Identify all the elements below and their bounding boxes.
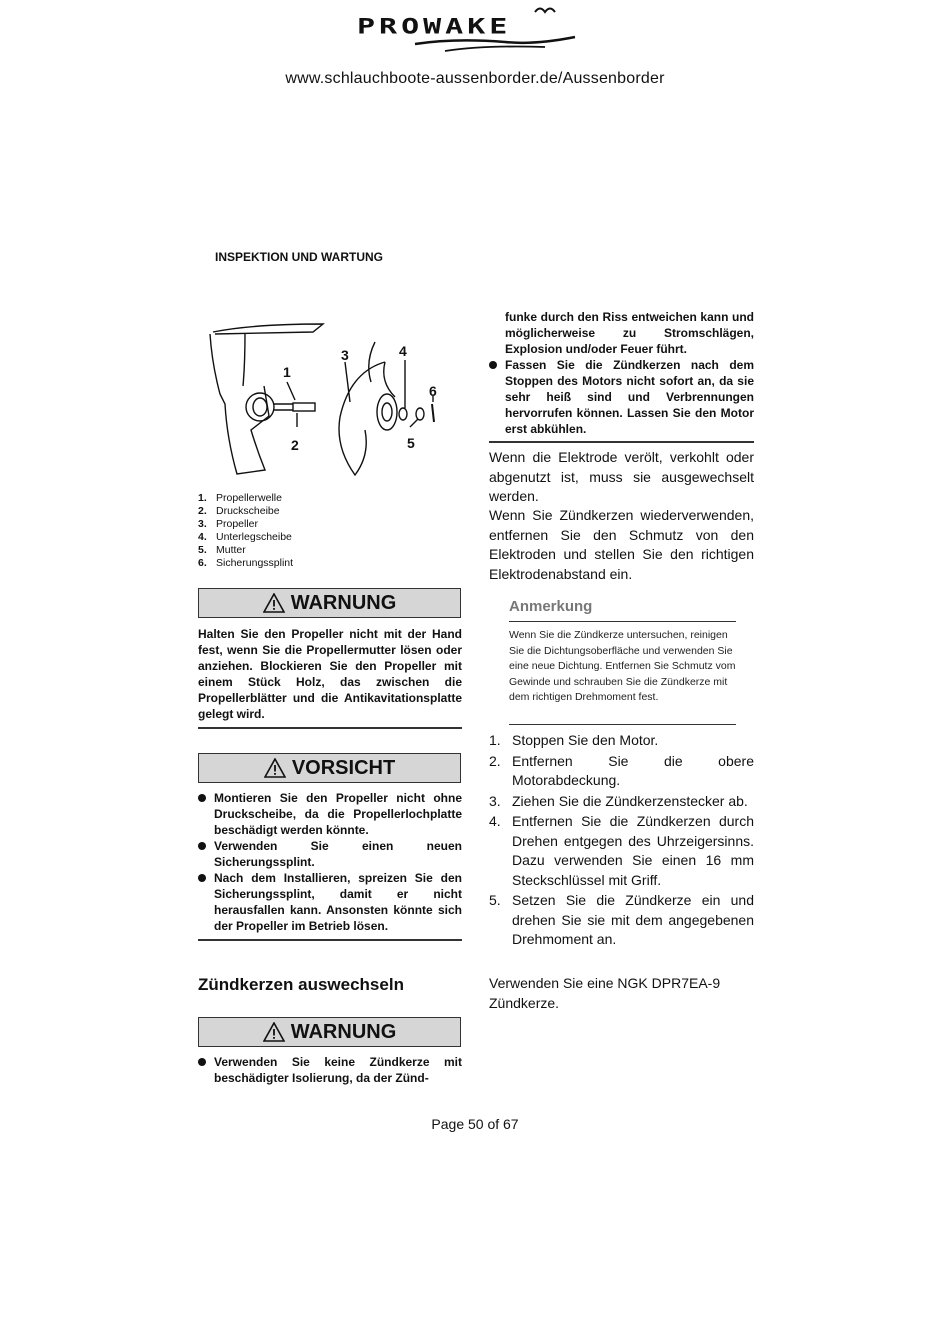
callout-4: 4 <box>399 343 407 359</box>
legend-item <box>198 544 293 557</box>
legend-item <box>198 505 293 518</box>
divider <box>198 727 462 729</box>
callout-6: 6 <box>429 383 437 399</box>
right-bullet-list <box>489 357 754 437</box>
legend-item <box>198 518 293 531</box>
step-text: Entfernen Sie die obere Motorabdeckung. <box>512 752 754 788</box>
legend-num: 2. <box>198 505 207 517</box>
warning-text: Halten Sie den Propeller nicht mit der Hand fest, wenn Sie die Propellermutter lösen oder anziehen. Blockieren Sie den Propeller mit einem Stück Holz, das zwischen die Propellerblätter und die Antikavitationsplatte gelegt wird. <box>198 627 462 721</box>
logo-text: PROWAKE <box>357 14 512 40</box>
caution-item: Nach dem Installieren, spreizen Sie den Sicherungssplint, damit er nicht herausfallen kann. Ansonsten könnte sich der Propeller im Betrieb lösen. <box>198 870 462 934</box>
bullet-item: Fassen Sie die Zündkerzen nach dem Stoppen des Motors nicht sofort an, da sie sehr heiß sind und Verbrennungen hervorrufen können. Lassen Sie den Motor erst abkühlen. <box>489 357 754 437</box>
legend-label: Propeller <box>216 518 259 530</box>
step-item <box>489 891 754 950</box>
warning-box-2 <box>198 1017 461 1047</box>
figure-legend <box>198 492 293 570</box>
step-number: 2. <box>489 752 501 769</box>
note-rule-top <box>509 621 736 622</box>
prowake-logo <box>355 4 595 56</box>
caution-item: Verwenden Sie einen neuen Sicherungssplint. <box>198 838 462 870</box>
electrode-paragraph: Wenn die Elektrode verölt, verkohlt oder abgenutzt ist, muss sie ausgewechselt werden. <box>489 449 754 504</box>
legend-num: 5. <box>198 544 207 556</box>
spark-plug-type-text: Verwenden Sie eine NGK DPR7EA-9 Zündkerze. <box>489 975 721 1011</box>
step-text: Entfernen Sie die Zündkerzen durch Drehen entgegen des Uhrzeigersinns. Dazu verwenden Sie einen 16 mm Steckschlüssel mit Griff. <box>512 813 754 888</box>
legend-num: 1. <box>198 492 207 504</box>
caution-item: Montieren Sie den Propeller nicht ohne Druckscheibe, da die Propellerlochplatte beschädigt werden könnte. <box>198 790 462 838</box>
warning2-list <box>198 1054 462 1086</box>
note-title: Anmerkung <box>509 598 593 615</box>
legend-label: Propellerwelle <box>216 492 282 504</box>
step-text: Ziehen Sie die Zündkerzenstecker ab. <box>512 792 748 809</box>
page-number: Page 50 of 67 <box>431 1116 519 1132</box>
callout-1: 1 <box>283 364 291 380</box>
callout-5: 5 <box>407 435 415 451</box>
callout-2: 2 <box>291 437 299 453</box>
section-title: INSPEKTION UND WARTUNG <box>215 250 383 264</box>
warning-box <box>198 588 461 618</box>
reuse-paragraph: Wenn Sie Zündkerzen wiederverwenden, entfernen Sie den Schmutz von den Elektroden und stellen Sie den richtigen Elektrodenabstand ein. <box>489 507 754 582</box>
legend-label: Mutter <box>216 544 246 556</box>
step-item <box>489 792 754 812</box>
caution-box <box>198 753 461 783</box>
warning-triangle-icon <box>263 1022 285 1042</box>
propeller-diagram <box>205 312 445 487</box>
warning-title: WARNUNG <box>290 1020 397 1043</box>
caution-list <box>198 790 462 934</box>
warning-item: Verwenden Sie keine Zündkerze mit beschädigter Isolierung, da der Zünd- <box>198 1054 462 1086</box>
warning-title: WARNUNG <box>290 591 397 614</box>
spark-plug-heading: Zündkerzen auswechseln <box>198 975 404 994</box>
step-item <box>489 812 754 890</box>
callout-3: 3 <box>341 347 349 363</box>
warning-triangle-icon <box>263 593 285 613</box>
caution-title: VORSICHT <box>291 756 396 779</box>
divider <box>198 939 462 941</box>
divider <box>489 441 754 443</box>
step-text: Setzen Sie die Zündkerze ein und drehen Sie sie mit dem angegebenen Drehmoment an. <box>512 892 754 947</box>
step-text: Stoppen Sie den Motor. <box>512 732 659 748</box>
header-url: www.schlauchboote-aussenborder.de/Aussenborder <box>285 70 665 87</box>
step-item <box>489 731 754 751</box>
legend-item <box>198 557 293 570</box>
step-number: 1. <box>489 732 501 748</box>
step-number: 5. <box>489 892 501 908</box>
legend-num: 6. <box>198 557 207 569</box>
note-text: Wenn Sie die Zündkerze untersuchen, reinigen Sie die Dichtungsoberfläche und verwenden Sie eine neue Dichtung. Entfernen Sie Schmutz vom Gewinde und schrauben Sie die Zündkerze mit dem richtigen Drehmoment fest. <box>509 629 736 703</box>
continued-text: funke durch den Riss entweichen kann und möglicherweise zu Stromschlägen, Explosion und/oder Feuer führt. <box>505 310 754 356</box>
legend-label: Unterlegscheibe <box>216 531 292 543</box>
legend-label: Druckscheibe <box>216 505 280 517</box>
legend-item <box>198 531 293 544</box>
warning-triangle-icon <box>264 758 286 778</box>
legend-num: 3. <box>198 518 207 530</box>
step-number: 4. <box>489 813 501 829</box>
note-rule-bottom <box>509 724 736 725</box>
legend-num: 4. <box>198 531 207 543</box>
step-number: 3. <box>489 792 501 809</box>
steps-list <box>489 731 754 951</box>
legend-item <box>198 492 293 505</box>
legend-label: Sicherungssplint <box>216 557 294 569</box>
step-item <box>489 752 754 791</box>
